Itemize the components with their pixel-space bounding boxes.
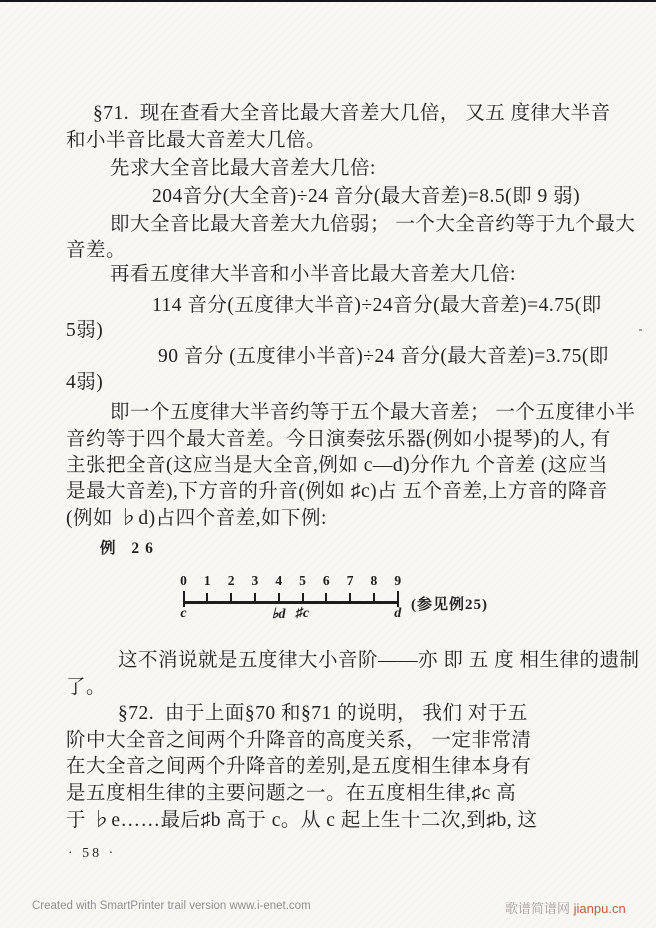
note-label: ♯c bbox=[295, 606, 310, 621]
figure-tick-label: 6 bbox=[322, 573, 330, 588]
axis-line bbox=[183, 601, 399, 604]
scan-top-edge bbox=[0, 0, 656, 2]
text-line: 即大全音比最大音差大九倍弱； 一个大全音约等于九个最大 bbox=[110, 214, 636, 235]
figure-tick-label: 9 bbox=[394, 573, 402, 588]
text-line: 114 音分(五度律大半音)÷24音分(最大音差)=4.75(即 bbox=[152, 295, 602, 316]
figure-tick-label: 5 bbox=[299, 573, 306, 588]
site-name: 歌谱简谱网 bbox=[505, 901, 571, 916]
note-label: d bbox=[394, 606, 402, 621]
figure-tick-label: 0 bbox=[180, 573, 187, 588]
figure-tick-label: 7 bbox=[346, 573, 354, 588]
text-line: §71. 现在查看大全音比最大音差大几倍， 又五 度律大半音 bbox=[93, 103, 611, 124]
tick-mark bbox=[183, 591, 185, 607]
text-line: 是五度相生律的主要问题之一。在五度相生律,♯c 高 bbox=[66, 783, 517, 804]
text-line: 音约等于四个最大音差。今日演奏弦乐器(例如小提琴)的人, 有 bbox=[66, 429, 611, 450]
figure-tick-label: 1 bbox=[203, 573, 211, 588]
text-line: 90 音分 (五度律小半音)÷24 音分(最大音差)=3.75(即 bbox=[158, 346, 609, 367]
figure-side-note: (参见例25) bbox=[411, 597, 488, 613]
text-line: 是最大音差),下方音的升音(例如 ♯c)占 五个音差,上方音的降音 bbox=[66, 481, 608, 502]
text-line: 主张把全音(这应当是大全音,例如 c—d)分作九 个音差 (这应当 bbox=[66, 455, 608, 476]
note-label: c bbox=[180, 606, 187, 621]
text-line: 在大全音之间两个升降音的差别,是五度相生律本身有 bbox=[66, 756, 532, 777]
text-line: 了。 bbox=[66, 677, 107, 698]
figure-tick-label: 4 bbox=[275, 573, 283, 588]
figure-label: 例 26 bbox=[100, 540, 159, 557]
text-line: 先求大全音比最大音差大几倍: bbox=[110, 158, 376, 179]
text-line: 音差。 bbox=[66, 240, 127, 261]
text-line: (例如 ♭d)占四个音差,如下例: bbox=[66, 508, 327, 529]
figure-tick-label: 3 bbox=[251, 573, 259, 588]
tick-mark bbox=[397, 591, 399, 607]
text-line: 这不消说就是五度律大小音阶——亦 即 五 度 相生律的遗制 bbox=[118, 650, 640, 671]
text-line: 和小半音比最大音差大几倍。 bbox=[66, 130, 327, 151]
text-line: · 58 · bbox=[68, 846, 117, 861]
text-line: 阶中大全音之间两个升降音的高度关系， 一定非常清 bbox=[66, 730, 532, 751]
watermark-site bbox=[505, 898, 626, 917]
text-line: §72. 由于上面§70 和§71 的说明， 我们 对于五 bbox=[118, 703, 528, 724]
text-line: 204音分(大全音)÷24 音分(最大音差)=8.5(即 9 弱) bbox=[152, 186, 581, 207]
text-line: 5弱) bbox=[66, 320, 104, 341]
scan-speck bbox=[639, 329, 642, 331]
figure-tick-label: 2 bbox=[227, 573, 235, 588]
text-line: 于 ♭e……最后♯b 高于 c。从 c 起上生十二次,到♯b, 这 bbox=[66, 810, 538, 831]
text-line: 4弱) bbox=[66, 372, 104, 393]
note-label: ♭d bbox=[271, 607, 286, 622]
text-line: 即一个五度律大半音约等于五个最大音差； 一个五度律小半 bbox=[110, 402, 636, 423]
figure-tick-label: 8 bbox=[370, 573, 378, 588]
text-line: 再看五度律大半音和小半音比最大音差大几倍: bbox=[110, 264, 516, 285]
watermark-printer: Created with SmartPrinter trail version www.i-enet.com bbox=[32, 900, 311, 912]
site-link: jianpu.cn bbox=[573, 901, 626, 916]
